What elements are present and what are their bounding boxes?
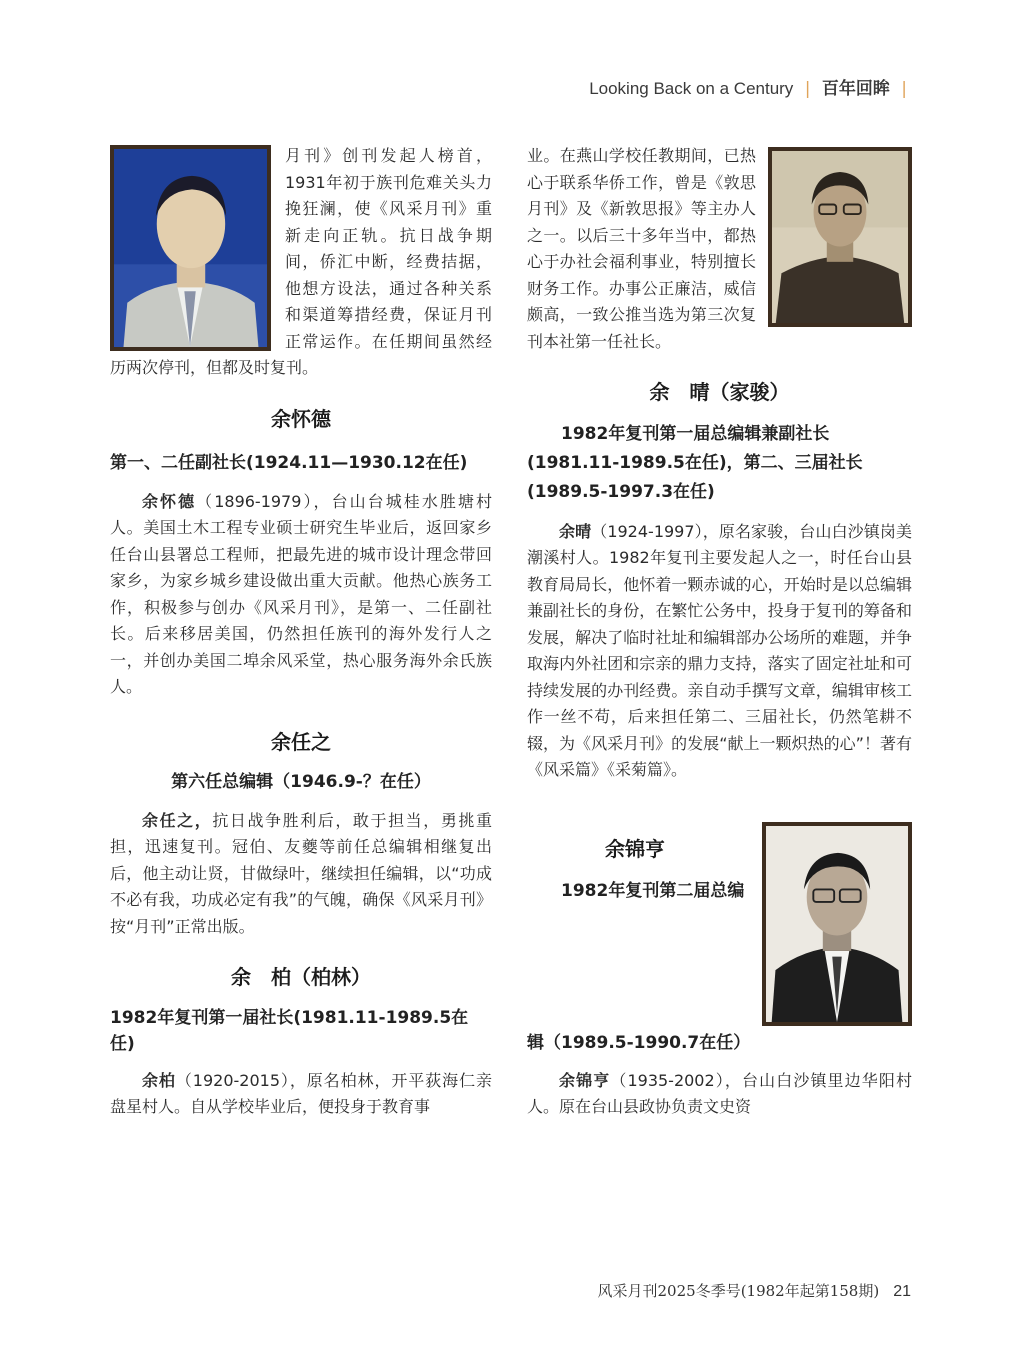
header-english: Looking Back on a Century xyxy=(589,79,794,98)
right-intro-paragraph: 业。在燕山学校任教期间，已热心于联系华侨工作，曾是《敦思月刊》及《新敦思报》等主办人之一。以后三十多年当中，都热心于办社会福利事业，特别擅长财务工作。办事公正廉洁，威信颇高，一致公推当选为第三次复刊本社第一任社长。 xyxy=(527,146,756,351)
role-title-yu-jinheng: 1982年复刊第二届总编辑（1989.5-1990.7在任） xyxy=(527,881,751,1053)
header-separator-end: | xyxy=(901,79,907,99)
portrait-photo-older-man xyxy=(762,822,912,1026)
person-name-yu-qing: 余 晴（家骏） xyxy=(649,380,790,404)
bio-paragraph-yu-renzhi xyxy=(110,808,492,941)
bio-text-yu-jinheng: （1935-2002），台山白沙镇里边华阳村人。原在台山县政协负责文史资 xyxy=(527,1070,912,1116)
running-header xyxy=(589,74,913,99)
bio-lead-yu-jinheng: 余锦亨 xyxy=(559,1070,611,1090)
role-title-yu-huaide: 第一、二任副社长(1924.11—1930.12在任) xyxy=(110,453,468,473)
bio-lead-yu-qing: 余晴 xyxy=(559,521,592,541)
role-title-yu-bai: 1982年复刊第一届社长(1981.11-1989.5在任) xyxy=(110,1007,469,1054)
bio-lead-yu-huaide: 余怀德 xyxy=(142,491,197,511)
bio-paragraph-yu-bai xyxy=(110,1068,492,1121)
person-name-yu-jinheng: 余锦亨 xyxy=(605,836,665,861)
page-number: 21 xyxy=(893,1283,911,1300)
left-intro-paragraph: 月刊》创刊发起人榜首，1931年初于族刊危难关头力挽狂澜，使《风采月刊》重新走向正轨。抗日战争期间，侨汇中断，经费拮据，他想方设法，通过各种关系和渠道筹措经费，保证月刊正常运作。在任期间虽然经历两次停刊，但都及时复刊。 xyxy=(110,146,492,377)
bio-text-yu-huaide: （1896-1979），台山台城桂水胜塘村人。美国土木工程专业硕士研究生毕业后，返回家乡任台山县署总工程师，把最先进的城市设计理念带回家乡，为家乡城乡建设做出重大贡献。他热心族务工作，积极参与创办《风采月刊》，是第一、二任副社长。后来移居美国，仍然担任族刊的海外发行人之一，并创办美国二埠余风采堂，热心服务海外余氏族人。 xyxy=(110,491,492,696)
header-separator: | xyxy=(804,79,811,99)
role-title-yu-qing: 1982年复刊第一届总编辑兼副社长(1981.11-1989.5在任)，第二、三届社长(1989.5-1997.3在任) xyxy=(527,423,863,502)
role-title-yu-renzhi: 第六任总编辑（1946.9-？在任） xyxy=(171,772,431,792)
page-footer xyxy=(598,1280,911,1301)
footer-issue-text: 风采月刊2025冬季号(1982年起第158期) xyxy=(597,1282,880,1300)
bio-lead-yu-bai: 余柏 xyxy=(142,1070,176,1090)
bio-text-yu-qing: （1924-1997），原名家骏，台山白沙镇岗美潮溪村人。1982年复刊主要发起人之一，时任台山县教育局局长，他怀着一颗赤诚的心，开始时是以总编辑兼副社长的身份，在繁忙公务中，投身于复刊的筹备和发展，解决了临时社址和编辑部办公场所的难题，并争取海内外社团和宗亲的鼎力支持，落实了固定社址和可持续发展的办刊经费。亲自动手撰写文章，编辑审核工作一丝不苟，后来担任第二、三届社长，仍然笔耕不辍，为《风采月刊》的发展“献上一颗炽热的心”！著有《风采篇》《采菊篇》。 xyxy=(527,521,912,779)
bio-paragraph-yu-jinheng xyxy=(527,1068,912,1121)
right-column xyxy=(527,143,912,1121)
portrait-photo-glasses xyxy=(768,147,912,327)
person-name-yu-huaide: 余怀德 xyxy=(271,406,331,431)
bio-paragraph-yu-huaide xyxy=(110,489,492,701)
left-column xyxy=(110,143,492,1121)
bio-text-yu-renzhi: 抗日战争胜利后，敢于担当，勇挑重担，迅速复刊。冠伯、友夔等前任总编辑相继复出后，他主动让贤，甘做绿叶，继续担任编辑，以“功成不必有我，功成必定有我”的气魄，确保《风采月刊》按“月刊”正常出版。 xyxy=(110,810,492,936)
portrait-photo-color xyxy=(110,145,271,351)
bio-paragraph-yu-qing xyxy=(527,519,912,784)
header-chinese: 百年回眸 xyxy=(821,79,890,99)
bio-lead-yu-renzhi: 余任之， xyxy=(142,810,213,830)
person-name-yu-renzhi: 余任之 xyxy=(271,729,331,754)
bio-text-yu-bai: （1920-2015），原名柏林，开平荻海仁亲盘星村人。自从学校毕业后，便投身于教育事 xyxy=(110,1070,492,1116)
person-name-yu-bai: 余 柏（柏林） xyxy=(231,965,371,989)
